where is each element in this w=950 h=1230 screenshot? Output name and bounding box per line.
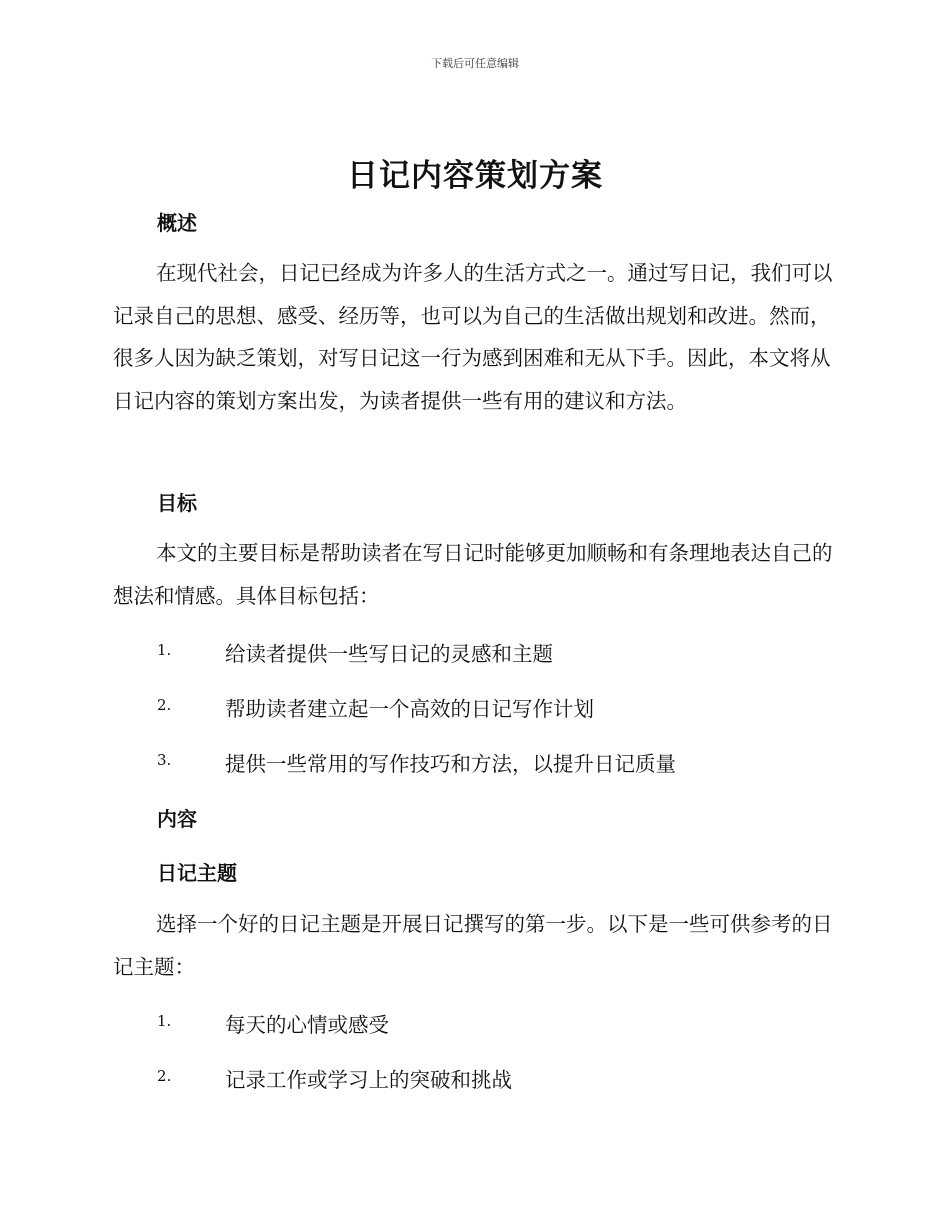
list-item-number: 1.	[157, 1012, 172, 1030]
subheading-diary-topics: 日记主题	[157, 861, 237, 885]
paragraph-overview: 在现代社会，日记已经成为许多人的生活方式之一。通过写日记，我们可以记录自己的思想、感受、经历等，也可以为自己的生活做出规划和改进。然而，很多人因为缺乏策划，对写日记这一行为感到困难和无从下手。因此，本文将从日记内容的策划方案出发，为读者提供一些有用的建议和方法。	[113, 261, 833, 413]
paragraph-goals: 本文的主要目标是帮助读者在写日记时能够更加顺畅和有条理地表达自己的想法和情感。具体目标包括：	[113, 541, 833, 608]
list-item-number: 2.	[157, 1067, 172, 1085]
list-item-text: 帮助读者建立起一个高效的日记写作计划	[225, 697, 594, 721]
header-note: 下载后可任意编辑	[431, 57, 519, 70]
heading-goals: 目标	[157, 491, 197, 515]
heading-content: 内容	[157, 807, 197, 831]
list-item-text: 每天的心情或感受	[225, 1013, 389, 1037]
document-title: 日记内容策划方案	[347, 158, 603, 194]
list-item-text: 提供一些常用的写作技巧和方法，以提升日记质量	[225, 752, 676, 776]
paragraph-diary-topics: 选择一个好的日记主题是开展日记撰写的第一步。以下是一些可供参考的日记主题：	[113, 912, 833, 979]
list-item-number: 3.	[157, 751, 172, 769]
list-item-text: 记录工作或学习上的突破和挑战	[225, 1068, 512, 1092]
heading-overview: 概述	[157, 211, 197, 235]
list-item-number: 2.	[157, 696, 172, 714]
list-item-text: 给读者提供一些写日记的灵感和主题	[225, 642, 553, 666]
list-item-number: 1.	[157, 641, 172, 659]
